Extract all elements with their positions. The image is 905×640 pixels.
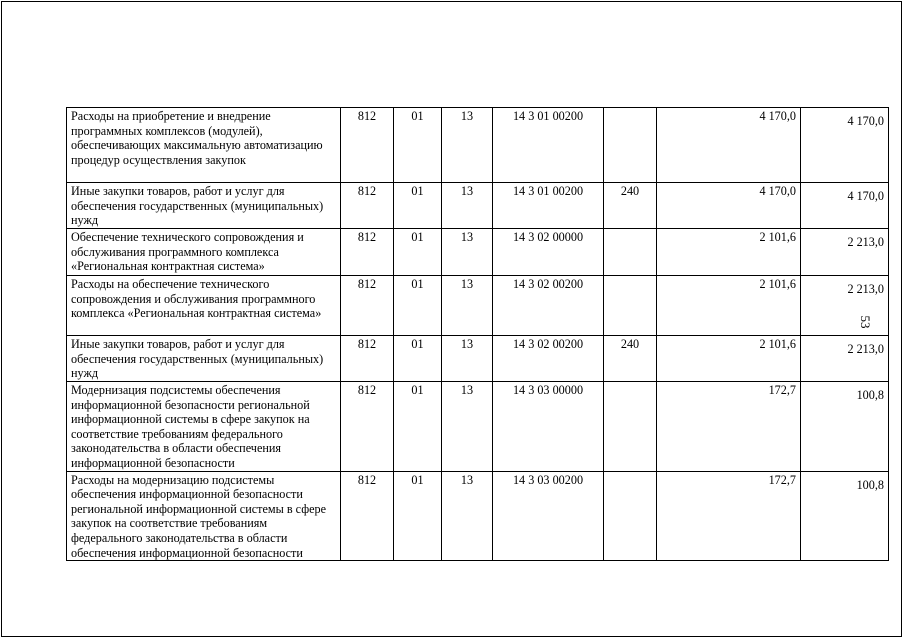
section-code: 01 <box>394 276 442 336</box>
row-name: Иные закупки товаров, работ и услуг для обеспечения государственных (муниципальных) нужд <box>67 183 341 229</box>
row-name: Иные закупки товаров, работ и услуг для обеспечения государственных (муниципальных) нужд <box>67 336 341 382</box>
row-name: Модернизация подсистемы обеспечения информационной безопасности региональной информационной системы в сфере закупок на соответствие требованиям федерального законодательства в области обеспечения информационной безопасности <box>67 382 341 472</box>
amount-1: 172,7 <box>657 471 801 561</box>
section-code: 01 <box>394 183 442 229</box>
amount-2: 100,8 <box>801 471 889 561</box>
target-article-code: 14 3 01 00200 <box>493 108 604 183</box>
section-code: 01 <box>394 382 442 472</box>
amount-1: 2 101,6 <box>657 229 801 276</box>
expense-type-code <box>604 229 657 276</box>
expense-type-code <box>604 108 657 183</box>
amount-2: 100,8 <box>801 382 889 472</box>
section-code: 01 <box>394 108 442 183</box>
section-code: 01 <box>394 336 442 382</box>
subsection-code: 13 <box>442 108 493 183</box>
table-row <box>67 229 889 276</box>
section-code: 01 <box>394 229 442 276</box>
amount-2: 4 170,0 <box>801 108 889 183</box>
ministry-code: 812 <box>341 471 394 561</box>
table-row <box>67 183 889 229</box>
amount-1: 172,7 <box>657 382 801 472</box>
target-article-code: 14 3 03 00000 <box>493 382 604 472</box>
amount-1: 2 101,6 <box>657 276 801 336</box>
subsection-code: 13 <box>442 471 493 561</box>
target-article-code: 14 3 01 00200 <box>493 183 604 229</box>
amount-1: 4 170,0 <box>657 183 801 229</box>
ministry-code: 812 <box>341 336 394 382</box>
subsection-code: 13 <box>442 336 493 382</box>
amount-1: 4 170,0 <box>657 108 801 183</box>
subsection-code: 13 <box>442 276 493 336</box>
expense-type-code <box>604 382 657 472</box>
table-row <box>67 336 889 382</box>
expense-type-code: 240 <box>604 336 657 382</box>
ministry-code: 812 <box>341 276 394 336</box>
target-article-code: 14 3 02 00000 <box>493 229 604 276</box>
table-row <box>67 382 889 472</box>
expense-type-code: 240 <box>604 183 657 229</box>
amount-2: 4 170,0 <box>801 183 889 229</box>
ministry-code: 812 <box>341 382 394 472</box>
row-name: Обеспечение технического сопровождения и обслуживания программного комплекса «Региональная контрактная система» <box>67 229 341 276</box>
subsection-code: 13 <box>442 183 493 229</box>
subsection-code: 13 <box>442 382 493 472</box>
ministry-code: 812 <box>341 108 394 183</box>
budget-table <box>66 107 889 561</box>
amount-1: 2 101,6 <box>657 336 801 382</box>
table-row <box>67 108 889 183</box>
ministry-code: 812 <box>341 183 394 229</box>
ministry-code: 812 <box>341 229 394 276</box>
target-article-code: 14 3 02 00200 <box>493 276 604 336</box>
expense-type-code <box>604 276 657 336</box>
page-number: 53 <box>858 315 873 329</box>
section-code: 01 <box>394 471 442 561</box>
target-article-code: 14 3 03 00200 <box>493 471 604 561</box>
subsection-code: 13 <box>442 229 493 276</box>
row-name: Расходы на приобретение и внедрение программных комплексов (модулей), обеспечивающих максимальную автоматизацию процедур осуществления закупок <box>67 108 341 183</box>
target-article-code: 14 3 02 00200 <box>493 336 604 382</box>
expense-type-code <box>604 471 657 561</box>
row-name: Расходы на модернизацию подсистемы обеспечения информационной безопасности региональной информационной системы в сфере закупок на соответствие требованиям федерального законодательства в области обеспечения информационной безопасности <box>67 471 341 561</box>
table-row <box>67 471 889 561</box>
amount-2: 2 213,0 <box>801 229 889 276</box>
amount-2: 2 213,0 <box>801 336 889 382</box>
table-row <box>67 276 889 336</box>
amount-2: 2 213,0 <box>801 276 889 336</box>
row-name: Расходы на обеспечение технического сопровождения и обслуживания программного комплекса «Региональная контрактная система» <box>67 276 341 336</box>
